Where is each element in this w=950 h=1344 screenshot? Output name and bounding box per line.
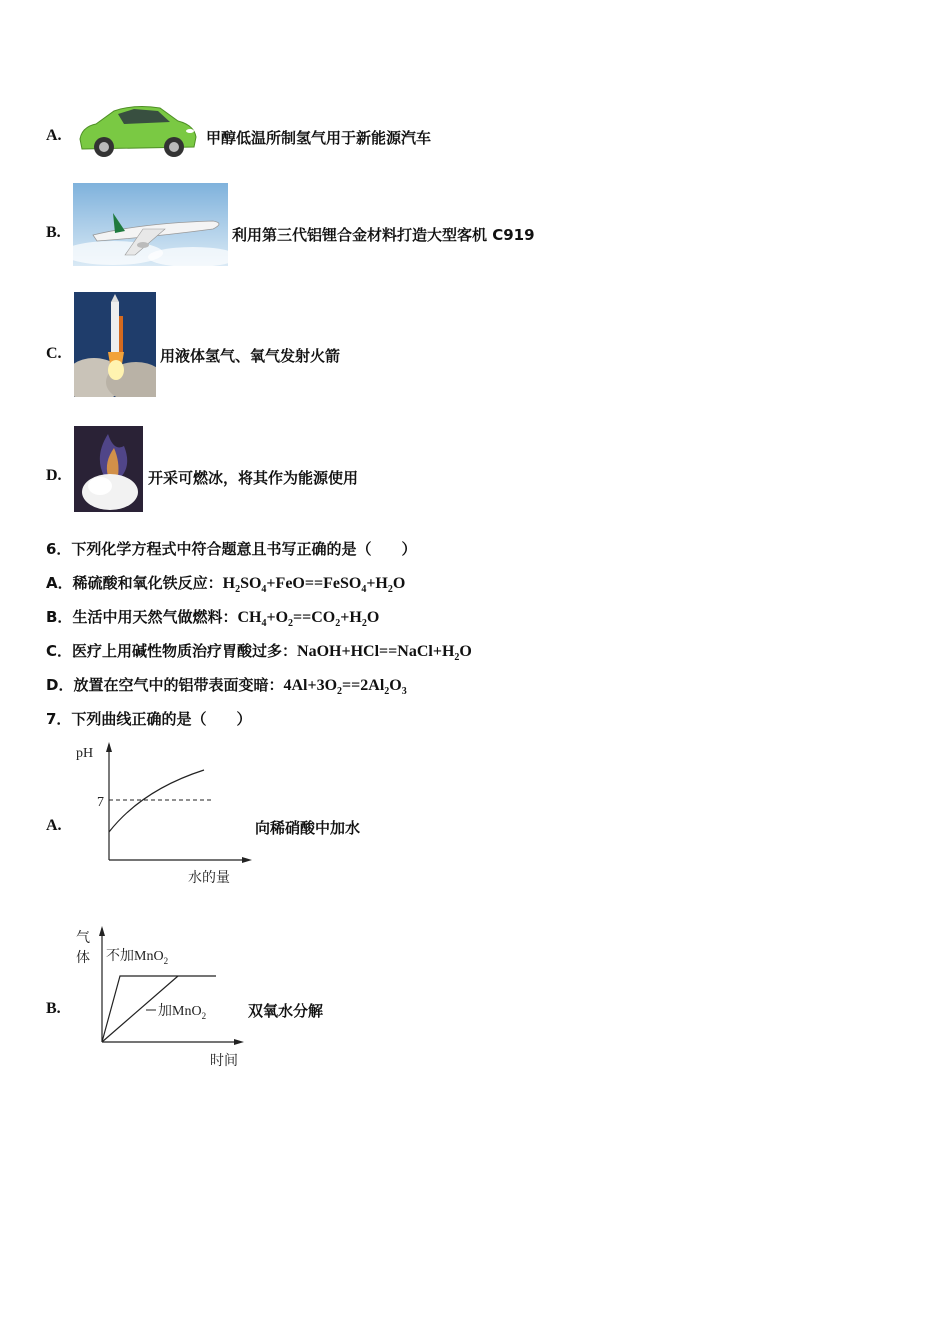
q6-option-b-text: 生活中用天然气做燃料：	[72, 608, 238, 626]
y-axis-label-2: 体	[76, 950, 90, 966]
x-axis-label: 水的量	[188, 870, 230, 886]
q5-option-a-letter: A.	[46, 127, 62, 144]
x-axis-arrow	[234, 1039, 244, 1045]
ph-curve	[109, 770, 204, 832]
no-catalyst-label	[106, 948, 168, 966]
q6-option-a-equation: $H_2SO_4+FeO==FeSO_4+H_2O$	[222, 575, 406, 596]
q6-option-a-letter: A．	[46, 574, 73, 592]
catalyst-label	[158, 1003, 206, 1021]
q6-option-d	[46, 674, 407, 697]
no-catalyst-label-sub: 2	[163, 956, 169, 966]
q7-option-a-graph	[72, 740, 256, 888]
y-axis-arrow	[106, 742, 112, 752]
q5-option-c-letter: C.	[46, 345, 62, 362]
q6-option-c-equation: $NaOH+HCl==NaCl+H_2O$	[297, 643, 472, 664]
y-axis-label-1: 气	[76, 930, 90, 946]
x-axis-arrow	[242, 857, 252, 863]
q6-option-d-text: 放置在空气中的铝带表面变暗：	[73, 676, 284, 694]
q5-option-a-text: 甲醇低温所制氢气用于新能源汽车	[206, 129, 432, 147]
q7-option-b-text: 双氧水分解	[248, 1002, 324, 1020]
q6-option-a	[46, 572, 405, 595]
y-axis-arrow	[99, 926, 105, 936]
q7-option-a-letter: A.	[46, 817, 62, 834]
q7-option-b-letter: B.	[46, 1000, 61, 1017]
y-axis-label: pH	[76, 746, 94, 761]
q6-option-b-letter: B．	[46, 608, 73, 626]
ph-7-tick-label: 7	[97, 795, 104, 810]
q7-option-b-graph	[72, 924, 248, 1072]
q6-option-b	[46, 606, 379, 629]
q7-option-a-text: 向稀硝酸中加水	[255, 819, 361, 837]
car-image	[74, 99, 200, 161]
q6-option-c-letter: C．	[46, 642, 73, 660]
burning-ice-image	[74, 426, 143, 512]
q7-stem: 7．下列曲线正确的是（ ）	[46, 710, 252, 728]
rocket-launch-image	[74, 292, 156, 397]
q5-option-b-text: 利用第三代铝锂合金材料打造大型客机 C919	[232, 226, 535, 244]
q5-option-c-text: 用液体氢气、氧气发射火箭	[160, 347, 341, 365]
catalyst-label-sub: 2	[201, 1011, 207, 1021]
q6-option-c	[46, 640, 472, 663]
q6-stem: 6．下列化学方程式中符合题意且书写正确的是（ ）	[46, 540, 417, 558]
q6-option-b-equation: $CH_4+O_2==CO_2+H_2O$	[237, 609, 380, 630]
q6-option-d-equation: $4Al+3O_2==2Al_2O_3$	[283, 677, 407, 698]
q6-option-d-letter: D．	[46, 676, 74, 694]
no-catalyst-label-text: 不加MnO	[106, 949, 164, 964]
q5-option-d-letter: D.	[46, 467, 62, 484]
q5-option-d-text: 开采可燃冰，将其作为能源使用	[148, 469, 359, 487]
q6-option-a-text: 稀硫酸和氧化铁反应：	[72, 574, 223, 592]
q6-option-c-text: 医疗上用碱性物质治疗胃酸过多：	[72, 642, 298, 660]
x-axis-label: 时间	[210, 1053, 238, 1069]
q5-option-b-letter: B.	[46, 224, 61, 241]
airliner-image	[73, 183, 228, 266]
catalyst-label-text: 加MnO	[158, 1004, 202, 1019]
